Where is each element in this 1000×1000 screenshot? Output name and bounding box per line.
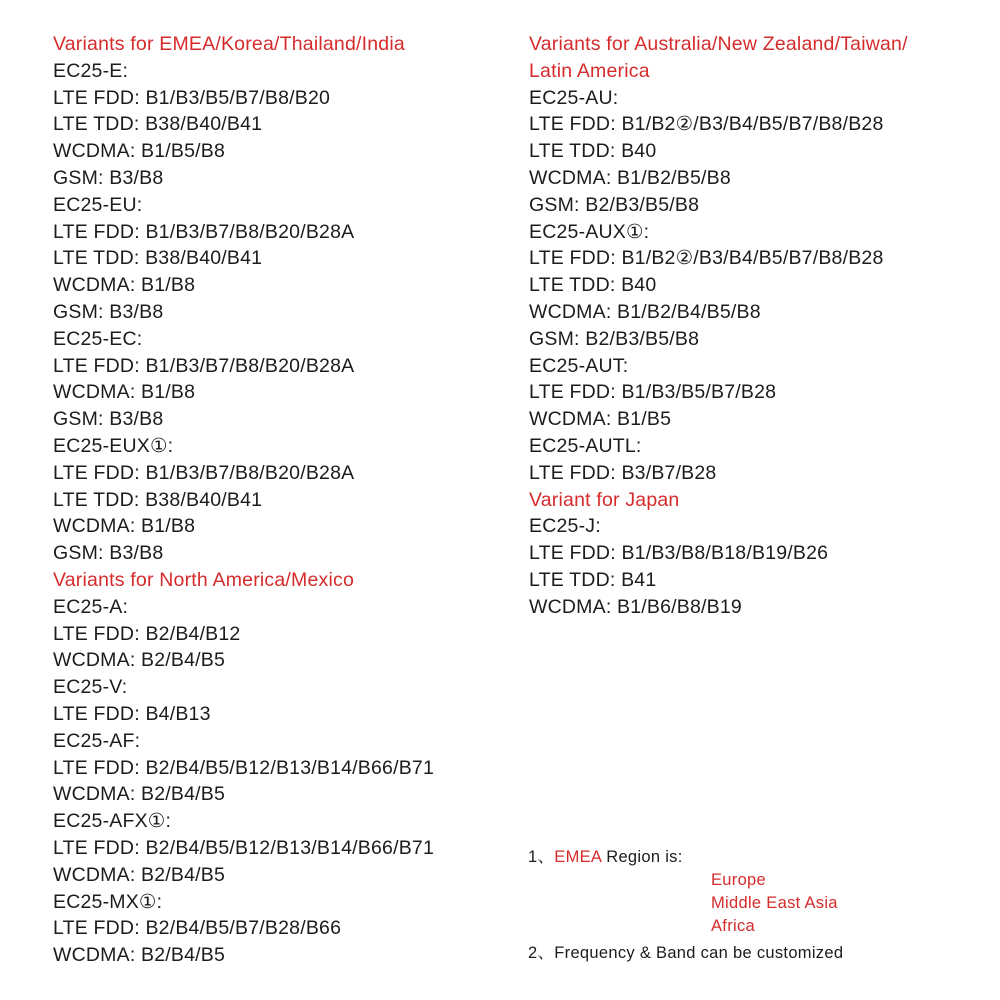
- band-spec: WCDMA: B1/B6/B8/B19: [529, 595, 742, 618]
- band-spec: LTE TDD: B41: [529, 568, 657, 591]
- band-spec: LTE FDD: B4/B13: [53, 702, 211, 725]
- band-spec: LTE TDD: B40: [529, 274, 657, 297]
- band-spec: WCDMA: B1/B5/B8: [53, 140, 226, 163]
- region-africa: Africa: [711, 917, 755, 935]
- band-spec: LTE FDD: B1/B3/B8/B18/B19/B26: [529, 542, 829, 565]
- model-name: EC25-AFX①:: [53, 810, 172, 833]
- band-spec: LTE FDD: B2/B4/B5/B7/B28/B66: [53, 917, 342, 940]
- model-name: EC25-EU:: [53, 193, 143, 216]
- section-heading: Variants for Australia/New Zealand/Taiwan/: [529, 33, 908, 55]
- band-spec: LTE FDD: B1/B3/B5/B7/B28: [529, 381, 777, 404]
- band-spec: WCDMA: B1/B8: [53, 381, 196, 404]
- region-europe: Europe: [711, 871, 767, 889]
- footnote-2-text: Frequency & Band can be customized: [554, 944, 844, 962]
- band-spec: LTE FDD: B1/B3/B7/B8/B20/B28A: [53, 220, 355, 243]
- band-spec: GSM: B3/B8: [53, 166, 164, 189]
- footnote-1-number: 1、: [528, 848, 555, 866]
- band-spec: LTE FDD: B2/B4/B5/B12/B13/B14/B66/B71: [53, 756, 435, 779]
- footnote-1-highlight: EMEA: [554, 848, 602, 866]
- band-spec: WCDMA: B2/B4/B5: [53, 649, 226, 672]
- model-name: EC25-EUX①:: [53, 434, 174, 457]
- band-spec: GSM: B2/B3/B5/B8: [529, 327, 700, 350]
- footnote-2: [528, 942, 968, 965]
- footnote-1-text: Region is:: [601, 848, 683, 866]
- band-spec: LTE FDD: B3/B7/B28: [529, 461, 717, 484]
- band-spec: LTE FDD: B1/B3/B7/B8/B20/B28A: [53, 461, 355, 484]
- model-name: EC25-J:: [529, 515, 601, 538]
- band-spec: GSM: B2/B3/B5/B8: [529, 193, 700, 216]
- section-heading: Variants for North America/Mexico: [53, 568, 355, 591]
- band-spec: LTE TDD: B38/B40/B41: [53, 488, 263, 511]
- footnote-1: [528, 846, 968, 869]
- band-spec: WCDMA: B1/B5: [529, 408, 672, 431]
- model-name: EC25-A:: [53, 595, 129, 618]
- model-name: EC25-E:: [53, 59, 129, 82]
- band-spec: WCDMA: B1/B2/B5/B8: [529, 166, 731, 189]
- section-heading: Variant for Japan: [529, 488, 680, 511]
- model-name: EC25-AUT:: [529, 354, 629, 377]
- model-name: EC25-AF:: [53, 729, 141, 752]
- band-spec: LTE FDD: B1/B3/B5/B7/B8/B20: [53, 86, 331, 109]
- section-heading: Latin America: [529, 59, 650, 82]
- right-column: [529, 31, 979, 621]
- band-spec: WCDMA: B1/B8: [53, 515, 196, 538]
- left-column: [53, 31, 503, 969]
- footnotes: [528, 846, 968, 965]
- band-spec: WCDMA: B1/B8: [53, 274, 196, 297]
- model-name: EC25-MX①:: [53, 890, 163, 913]
- band-spec: LTE FDD: B2/B4/B12: [53, 622, 241, 645]
- model-name: EC25-V:: [53, 676, 128, 699]
- band-spec: LTE TDD: B38/B40/B41: [53, 113, 263, 136]
- band-spec: LTE FDD: B1/B3/B7/B8/B20/B28A: [53, 354, 355, 377]
- band-spec: WCDMA: B2/B4/B5: [53, 944, 226, 967]
- band-spec: WCDMA: B1/B2/B4/B5/B8: [529, 300, 761, 323]
- band-spec: LTE FDD: B2/B4/B5/B12/B13/B14/B66/B71: [53, 836, 435, 859]
- region-middle-east-asia: Middle East Asia: [711, 894, 838, 912]
- band-spec: LTE TDD: B38/B40/B41: [53, 247, 263, 270]
- model-name: EC25-AU:: [529, 86, 619, 109]
- model-name: EC25-AUX①:: [529, 220, 650, 243]
- footnote-2-number: 2、: [528, 944, 555, 962]
- band-spec: LTE FDD: B1/B2②/B3/B4/B5/B7/B8/B28: [529, 247, 884, 270]
- band-spec: GSM: B3/B8: [53, 408, 164, 431]
- band-spec: LTE TDD: B40: [529, 140, 657, 163]
- band-spec: LTE FDD: B1/B2②/B3/B4/B5/B7/B8/B28: [529, 113, 884, 136]
- band-spec: GSM: B3/B8: [53, 300, 164, 323]
- model-name: EC25-EC:: [53, 327, 143, 350]
- band-spec: WCDMA: B2/B4/B5: [53, 863, 226, 886]
- band-spec: GSM: B3/B8: [53, 542, 164, 565]
- band-spec: WCDMA: B2/B4/B5: [53, 783, 226, 806]
- section-heading: Variants for EMEA/Korea/Thailand/India: [53, 33, 405, 55]
- model-name: EC25-AUTL:: [529, 434, 642, 457]
